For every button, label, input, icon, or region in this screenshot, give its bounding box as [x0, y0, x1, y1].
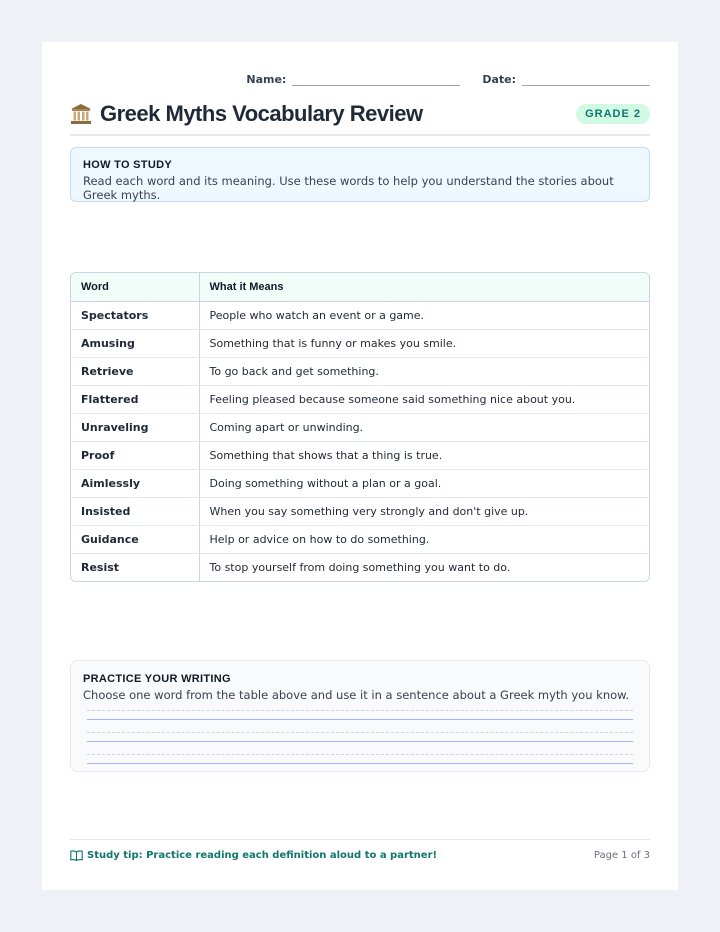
practice-text: Choose one word from the table above and use it in a sentence about a Greek myth you know. — [83, 688, 630, 702]
vocab-meaning: Coming apart or unwinding. — [199, 413, 649, 441]
table-row — [71, 385, 649, 413]
date-label: Date: — [482, 73, 516, 86]
vocab-word: Flattered — [71, 385, 199, 413]
vocab-word: Resist — [71, 553, 199, 581]
practice-title: PRACTICE YOUR WRITING — [83, 673, 231, 685]
dashed-guide — [87, 754, 633, 763]
study-tip — [70, 850, 437, 861]
vocab-meaning: Help or advice on how to do something. — [199, 525, 649, 553]
name-line[interactable] — [292, 72, 460, 86]
how-to-study-text: Read each word and its meaning. Use these words to help you understand the stories about Greek myths. — [83, 174, 614, 202]
vocab-word: Unraveling — [71, 413, 199, 441]
vocab-word: Insisted — [71, 497, 199, 525]
vocab-word: Retrieve — [71, 357, 199, 385]
vocab-meaning: People who watch an event or a game. — [199, 301, 649, 329]
book-icon — [70, 850, 83, 861]
how-to-study-box — [70, 147, 650, 202]
baseline — [87, 763, 633, 772]
how-to-study-title: HOW TO STUDY — [83, 159, 172, 171]
dashed-guide — [87, 732, 633, 741]
date-field — [482, 72, 650, 86]
vocabulary-table — [70, 272, 650, 582]
table-header-row — [71, 273, 649, 301]
vocab-word: Proof — [71, 441, 199, 469]
table-row — [71, 553, 649, 581]
grade-badge: GRADE 2 — [576, 104, 650, 124]
vocab-meaning: When you say something very strongly and don't give up. — [199, 497, 649, 525]
worksheet-page — [42, 42, 678, 890]
student-info — [42, 72, 650, 86]
table-row — [71, 413, 649, 441]
name-label: Name: — [246, 73, 287, 86]
vocab-word: Aimlessly — [71, 469, 199, 497]
writing-line[interactable] — [87, 754, 633, 772]
vocab-meaning: To stop yourself from doing something you want to do. — [209, 560, 511, 574]
page-number: Page 1 of 3 — [593, 850, 650, 861]
table-row — [71, 441, 649, 469]
table-row — [71, 497, 649, 525]
table-row — [71, 301, 649, 329]
writing-line[interactable] — [87, 710, 633, 728]
vocab-meaning: Something that shows that a thing is true. — [199, 441, 649, 469]
baseline — [87, 719, 633, 728]
title-row — [70, 98, 650, 136]
vocab-word: Guidance — [71, 525, 199, 553]
practice-writing-box — [70, 660, 650, 772]
dashed-guide — [87, 710, 633, 719]
vocab-meaning: Feeling pleased because someone said something nice about you. — [199, 385, 649, 413]
vocab-word: Amusing — [71, 329, 199, 357]
vocab-word: Spectators — [71, 301, 199, 329]
date-line[interactable] — [522, 72, 650, 86]
column-header-word: Word — [71, 273, 199, 301]
name-field — [246, 72, 460, 86]
vocab-meaning: To go back and get something. — [199, 357, 649, 385]
page-footer — [70, 839, 650, 861]
baseline — [87, 741, 633, 750]
writing-line[interactable] — [87, 732, 633, 750]
title-group — [70, 101, 423, 127]
table-row — [71, 357, 649, 385]
study-tip-text: Study tip: Practice reading each definition aloud to a partner! — [87, 850, 438, 861]
vocab-meaning: Something that is funny or makes you smile. — [199, 329, 649, 357]
temple-icon — [70, 103, 92, 125]
table-row — [71, 469, 649, 497]
page-title: Greek Myths Vocabulary Review — [100, 101, 423, 126]
table-row — [71, 525, 649, 553]
column-header-meaning: What it Means — [199, 273, 649, 301]
vocab-meaning: Doing something without a plan or a goal. — [199, 469, 649, 497]
table-row — [71, 329, 649, 357]
writing-area[interactable] — [83, 710, 637, 772]
